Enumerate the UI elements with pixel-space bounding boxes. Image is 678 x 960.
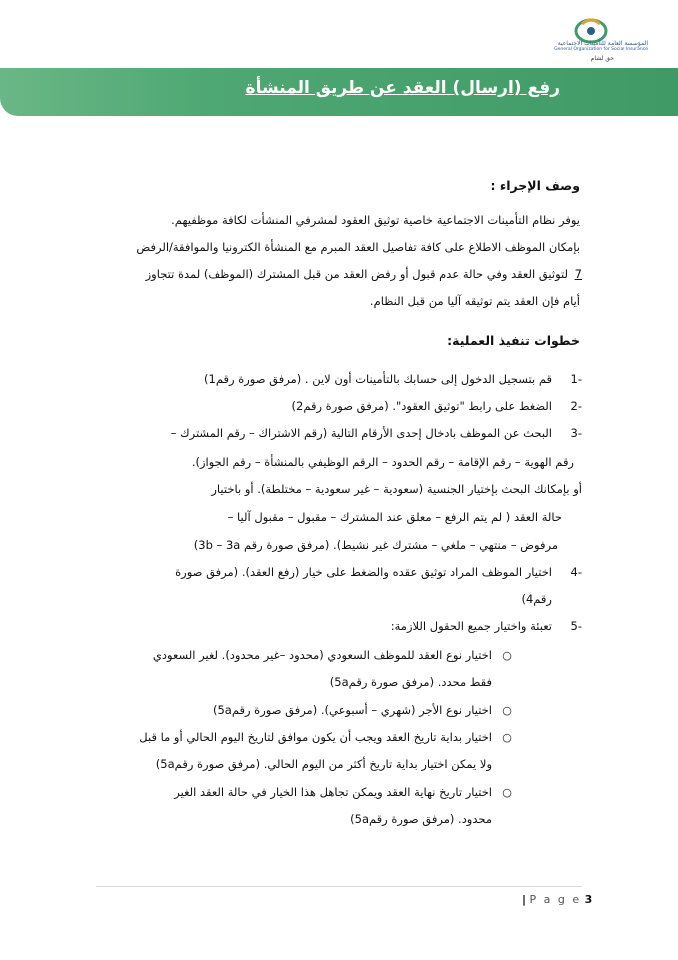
days-number: 7: [574, 267, 582, 281]
step3-continuation: مرفوض – منتهي – ملغي – مشترك غير نشيط). (مرفق صورة رقم 3b – 3a): [193, 538, 558, 552]
sub-item-text: اختيار نوع الأجر (شهري – أسبوعي). (مرفق صورة رقم5a): [212, 703, 492, 717]
step-text: البحث عن الموظف بادخال إحدى الأرقام التالية (رقم الاشتراك – رقم المشترك –: [170, 426, 552, 440]
logo-arabic-name: المؤسسة العامة للتأمينات الاجتماعية: [557, 40, 648, 47]
step-text: تعبئة واختيار جميع الحقول اللازمة:: [390, 619, 552, 633]
sub-item-continuation: ولا يمكن اختيار بداية تاريخ أكثر من اليوم الحالي. (مرفق صورة رقم5a): [155, 757, 492, 771]
page-footer: [522, 893, 592, 906]
sub-item-text: اختيار تاريخ نهاية العقد ويمكن تجاهل هذا الخيار في حالة العقد الغير: [174, 785, 492, 799]
steps-heading: خطوات تنفيذ العملية:: [447, 333, 580, 348]
step3-continuation: رقم الهوية – رقم الإقامة – رقم الحدود – الرقم الوظيفي بالمنشأة – رقم الجواز).: [191, 455, 574, 469]
step-number: -5: [570, 619, 582, 633]
description-line: أيام فإن العقد يتم توثيقه آليا من قبل النظام.: [369, 294, 580, 308]
circle-bullet-icon: ○: [502, 704, 512, 717]
page-title: رفع (ارسال) العقد عن طريق المنشأة: [245, 78, 560, 98]
footer-divider: [96, 886, 582, 887]
title-banner: [0, 68, 678, 116]
step-number: -4: [570, 565, 582, 579]
step-text: قم بتسجيل الدخول إلى حسابك بالتأمينات أون لاين . (مرفق صورة رقم1): [204, 372, 552, 386]
description-heading: وصف الإجراء :: [490, 178, 580, 193]
step-text: الضغط على رابط "توثيق العقود". (مرفق صورة رقم2): [291, 399, 552, 413]
sub-item-continuation: فقط محدد. (مرفق صورة رقم5a): [329, 675, 492, 689]
step-number: -1: [570, 372, 582, 386]
step-text: اختيار الموظف المراد توثيق عقده والضغط على خيار (رفع العقد). (مرفق صورة: [175, 565, 552, 579]
sub-item-continuation: محدود. (مرفق صورة رقم5a): [350, 812, 492, 826]
sub-item-text: اختيار بداية تاريخ العقد ويجب أن يكون موافق لتاريخ اليوم الحالي أو ما قبل: [139, 730, 492, 744]
logo-tagline: حق لشام: [590, 55, 614, 62]
page-label: P a g e: [529, 893, 582, 906]
description-line: بإمكان الموظف الاطلاع على كافة تفاصيل العقد المبرم مع المنشأة الكترونيا والموافقة/الرفض: [136, 240, 580, 254]
logo-english-name: General Organization for Social Insurance: [554, 47, 648, 52]
step3-continuation: أو بإمكانك البحث بإختيار الجنسية (سعودية – غير سعودية – مختلطة). أو باختيار: [211, 482, 582, 496]
description-line: يوفر نظام التأمينات الاجتماعية خاصية توثيق العقود لمشرفي المنشأت لكافة موظفيهم.: [171, 213, 580, 227]
footer-bar: |: [522, 893, 527, 906]
step4-continuation: رقم4): [521, 592, 552, 606]
circle-bullet-icon: ○: [502, 731, 512, 744]
page-number: 3: [584, 893, 593, 906]
description-line: لتوثيق العقد وفي حالة عدم قبول أو رفض العقد من قبل المشترك (الموظف) لمدة تتجاوز: [145, 267, 568, 281]
step3-continuation: حالة العقد ( لم يتم الرفع – معلق عند المشترك – مقبول – مقبول آليا –: [227, 510, 562, 524]
circle-bullet-icon: ○: [502, 786, 512, 799]
circle-bullet-icon: ○: [502, 649, 512, 662]
step-number: -2: [570, 399, 582, 413]
step-number: -3: [570, 426, 582, 440]
sub-item-text: اختيار نوع العقد للموظف السعودي (محدود –غير محدود). لغير السعودي: [152, 648, 492, 662]
